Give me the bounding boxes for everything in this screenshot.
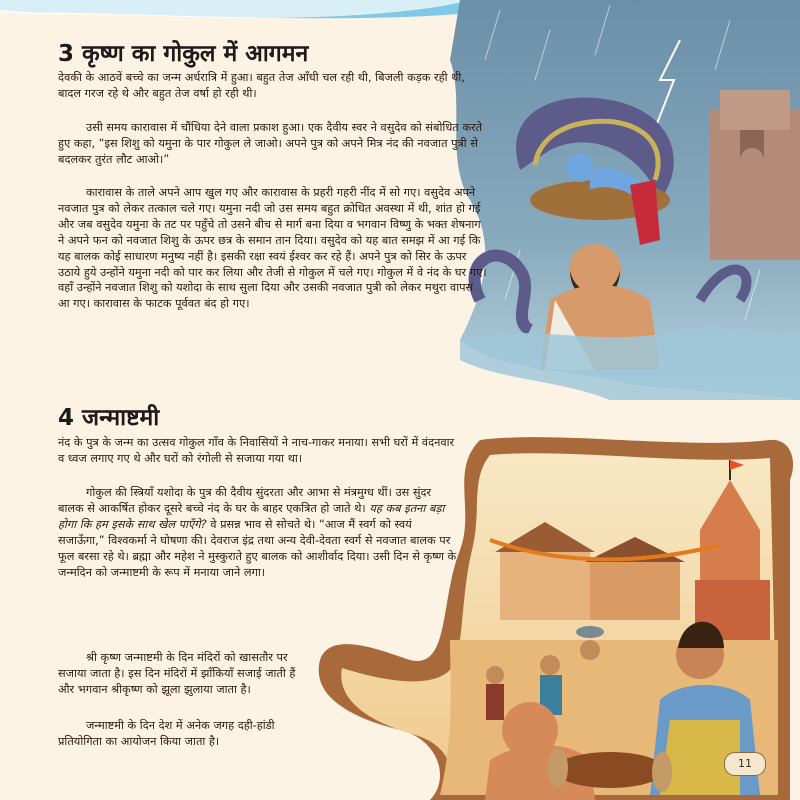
- paragraph-temples: श्री कृष्ण जन्माष्टमी के दिन मंदिरों को खासतौर पर सजाया जाता है। इस दिन मंदिरों में झाँकियाँ सजाई जाती हैं और भगवान श्रीकृष्ण को झूला झुलाया जाता है।: [58, 651, 296, 696]
- section-title-janmashtami: 4 जन्माष्टमी: [58, 405, 160, 431]
- section-title-krishna-gokul: 3 कृष्ण का गोकुल में आगमन: [58, 41, 309, 67]
- paragraph-gokul-women: [58, 485, 458, 580]
- paragraph-yamuna-crossing: कारावास के ताले अपने आप खुल गए और कारावास के प्रहरी गहरी नींद में सो गए। वसुदेव अपने नवजात पुत्र को लेकर तत्काल चले गए। यमुना नदी जो उस समय बहुत क्रोधित अवस्था में थी, शांत हो गई और जब वसुदेव यमुना के तट पर पहुँचे तो उसने बीच से मार्ग बना दिया व भगवान विष्णु के भक्त शेषनाग ने अपने फन को नवजात शिशु के ऊपर छत्र के समान तान दिया। वसुदेव को यह बात समझ में आ गई कि यह बालक कोई साधारण मनुष्य नहीं है। इसकी रक्षा स्वयं ईश्वर कर रहे हैं। अपने पुत्र को सिर के ऊपर उठाये हुये उन्होंने यमुना नदी को पार कर लिया और तेजी से गोकुल में चले गए। गोकुल में वे नंद के घर गए। वहाँ उन्होंने नवजात शिशु को यशोदा के साथ सुला दिया और उसकी नवजात पुत्री को लेकर मथुरा वापस आ गए। कारावास के फाटक पूर्ववत बंद हो गए।: [58, 186, 487, 311]
- page-number: 11: [724, 752, 766, 776]
- text-women-span: गोकुल की स्त्रियाँ यशोदा के पुत्र की दैवीय सुंदरता और आभा से मंत्रमुग्ध थीं। उस सुंदर बालक से आकर्षित होकर दूसरे बच्चे नंद के घर के बाहर एकत्रित हो जाते थे।: [58, 486, 432, 515]
- paragraph-dahi-handi: जन्माष्टमी के दिन देश में अनेक जगह दही-हांडी प्रतियोगिता का आयोजन किया जाता है।: [58, 719, 275, 748]
- paragraph-celebration: नंद के पुत्र के जन्म का उत्सव गोकुल गाँव के निवासियों ने नाच-गाकर मनाया। सभी घरों में वंदनवार व ध्वज लगाए गए थे और घरों को रंगोली से सजाया गया था।: [58, 436, 455, 465]
- paragraph-divine-voice: उसी समय कारावास में चौंधिया देने वाला प्रकाश हुआ। एक दैवीय स्वर ने वसुदेव को संबोधित करते हुए कहा, “इस शिशु को यमुना के पार गोकुल ले जाओ। अपने पुत्र को अपने मित्र नंद की नवजात पुत्री से बदलकर तुरंत लौट आओ।”: [58, 121, 483, 166]
- paragraph-birth: देवकी के आठवें बच्चे का जन्म अर्धरात्रि में हुआ। बहुत तेज आँधी चल रही थी, बिजली कड़क रही थी, बादल गरज रहे थे और बहुत तेज वर्षा हो रही थी।: [58, 71, 465, 100]
- text-heaven-span: वे प्रसन्न भाव से सोचते थे। “आज मैं स्वर्ग को स्वयं सजाऊँगा,” विश्वकर्मा ने घोषणा की। देवराज इंद्र तथा अन्य देवी-देवता स्वर्ग से नवजात बालक पर फूल बरसा रहे थे। ब्रह्मा और महेश ने मुस्कुराते हुए बालक को आशीर्वाद दिया। उसी दिन से कृष्ण के जन्मदिन को जन्माष्टमी के रूप में मनाया जाने लगा।: [58, 517, 457, 579]
- italic-children-thought: यह कब इतना बड़ा होगा कि हम इसके साथ खेल पाएँगे?: [58, 501, 445, 531]
- vasudeva-storm-illustration: [440, 0, 800, 400]
